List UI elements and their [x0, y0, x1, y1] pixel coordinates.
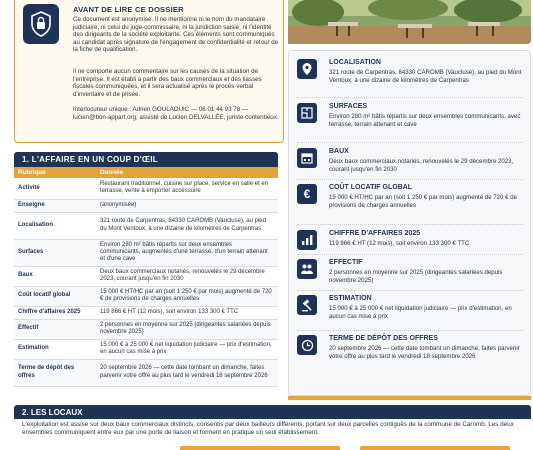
lock-icon: [23, 4, 59, 44]
section-premises-heading: 2. LES LOCAUX: [14, 405, 531, 419]
notice-title: AVANT DE LIRE CE DOSSIER: [73, 5, 184, 14]
column-header-rubrique: Rubrique: [14, 167, 96, 178]
premises-intro-text: L'exploitation est assise sur deux baux commerciaux distincts, consentis par deux bailleurs différents, portant sur deux parcelles contiguës de la commune de Caromb. Les deux ensembles communiquent entre eux par une porte de liaison et forment en pratique un seul établissement.: [22, 421, 514, 436]
clock-icon: [297, 335, 317, 355]
premises-tabs-strip: [180, 446, 531, 450]
table-row: Localisation 321 route de Carpentras, 84330 CAROMB (Vaucluse), au pied du Mont Ventoux, à une dizaine de kilomètres de Carpentras: [14, 212, 278, 239]
divider: [297, 179, 523, 180]
table-row: Baux Deux baux commerciaux notariés, renouvelés le 29 décembre 2023, courant jusqu'en fin 2030: [14, 266, 278, 286]
calendar-icon: [297, 148, 317, 168]
notice-box: [14, 0, 284, 143]
divider: [297, 254, 523, 255]
section-summary-heading: 1. L'AFFAIRE EN UN COUP D'ŒIL: [14, 152, 278, 167]
table-row: Chiffre d'affaires 2025 119 866 € HT (12 mois), soit environ 133 300 € TTC: [14, 306, 278, 319]
divider: [297, 330, 523, 331]
table-header-row: [14, 167, 278, 178]
tab-ensemble-b: [360, 446, 510, 450]
gavel-icon: [297, 295, 317, 315]
table-row: Surfaces Environ 280 m² bâtis répartis sur deux ensembles communicants, augmentés d'une terrasse, d'un terrain attenant et d'une cave: [14, 239, 278, 266]
summary-table: [14, 167, 278, 387]
notice-paragraph-anonymised: Ce document est anonymisé. Il ne mentionne ni le nom du mandataire judiciaire, ni celui du juge-commissaire, ni la juridiction saisie, ni l'identité des dirigeants de la société exploitante. Ces éléments sont communiqués au candidat après signature de l'engagement de confidentialité et retour de la fiche de qualification.: [73, 16, 279, 54]
table-row: Activité Restaurant traditionnel, cuisine sur place, service en salle et en terrasse, vente à emporter accessoire: [14, 178, 278, 199]
table-row: Terme de dépôt des offres 20 septembre 2026 — cette date tombant un dimanche, faites parvenir votre offre au plus tard le vendredi 18 septembre 2026: [14, 359, 278, 386]
table-row: Enseigne (anonymisée): [14, 199, 278, 212]
notice-paragraph-contact: Interlocuteur unique : Adrien GOULAOUIC — 06 01 44 93 78 — lucien@bon-appart.org, assisté de Lucien DELVALLÉE, juriste contentieux.: [73, 106, 279, 121]
floor-plan-icon: [297, 103, 317, 123]
divider: [297, 142, 523, 143]
location-pin-icon: [297, 59, 317, 79]
restaurant-terrace-photo: [288, 0, 531, 44]
tab-ensemble-a: [180, 446, 340, 450]
panel-accent-band: [288, 396, 531, 400]
divider: [297, 290, 523, 291]
bar-chart-icon: [297, 230, 317, 250]
key-facts-panel: LOCALISATION 321 route de Carpentras, 84330 CAROMB (Vaucluse), au pied du Mont Ventoux, à une dizaine de kilomètres de Carpentras SURFACES Environ 280 m² bâtis répartis sur deux ensembles communicants, avec terrasse, terrain attenant et cave BAUX Deux baux commerciaux notariés, renouvelés le 29 décembre 2023, courant jusqu'en fin 2030 € COÛT LOCATIF GLOBAL 15 000 € HT/HC par an (soit 1 250 € par mois) augmenté de 720 € de provisions de charges annuelles CHIFFRE D'AFFAIRES 2025 119 866 € HT (12 mois), soit environ 133 300 € TTC EFFECTIF 2 personnes en moyenne sur 2025 (dirigeantes salariées depuis novembre 2025) ESTIMATION 15 000 € à 25 000 € net liquidation judiciaire — prix d'estimation, en aucun cas mise à prix TERME DE DÉPÔT DES OFFRES 20 septembre 2026 — cette date tombant un dimanche, faites parvenir votre offre au plus tard le vendredi 18 septembre 2026: [288, 50, 531, 396]
divider: [297, 224, 523, 225]
table-row: Coût locatif global 15 000 € HT/HC par an (soit 1 250 € par mois) augmenté de 720 € de provisions de charges annuelles: [14, 286, 278, 306]
euro-icon: €: [297, 184, 317, 204]
table-row: Estimation 15 000 € à 25 000 € net liquidation judiciaire — prix d'estimation, en aucun cas mise à prix: [14, 339, 278, 359]
column-header-donnee: Donnée: [96, 167, 278, 178]
notice-paragraph-scope: Il ne comporte aucun commentaire sur les causes de la situation de l'entreprise. Il est établi à partir des baux commerciaux et des liasses fiscales communiquées, et il sera actualisé après le procès-verbal d'inventaire et de prisée.: [73, 68, 262, 98]
divider: [297, 97, 523, 98]
people-icon: [297, 259, 317, 279]
table-row: Effectif 2 personnes en moyenne sur 2025 (dirigeantes salariées depuis novembre 2025): [14, 319, 278, 339]
